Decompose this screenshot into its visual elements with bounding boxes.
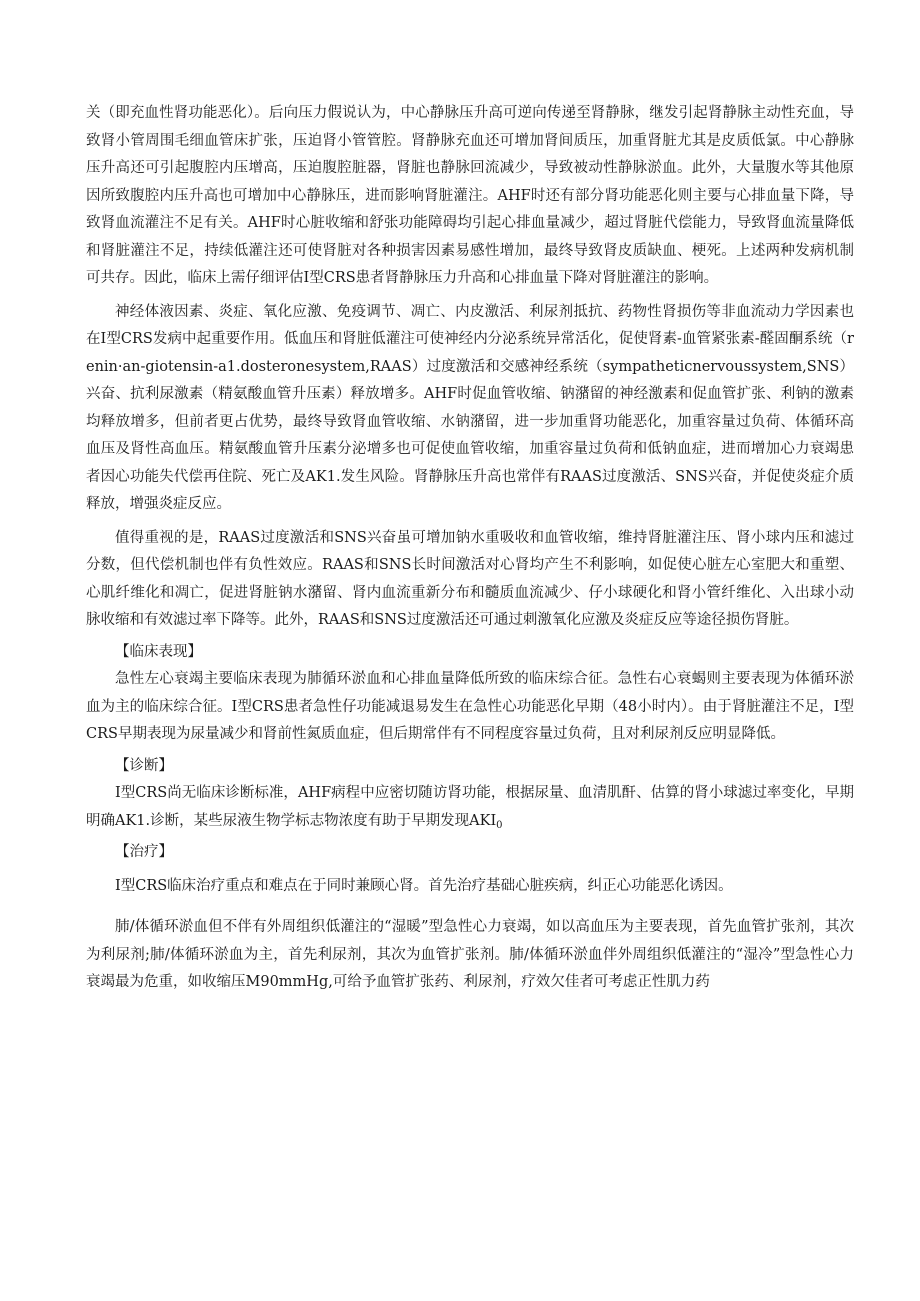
paragraph-continuation: 关（即充血性肾功能恶化）。后向压力假说认为，中心静脉压升高可逆向传递至肾静脉，继发引起肾静脉主动性充血，导致肾小管周围毛细血管床扩张，压迫肾小管管腔。肾静脉充血还可增加肾间质压，加重肾脏尤其是皮质低氯。中心静脉压升高还可引起腹腔内压增高，压迫腹腔脏器，肾脏也静脉回流减少，导致被动性静脉淤血。此外，大量腹水等其他原因所致腹腔内压升高也可增加中心静脉压，进而影响肾脏灌注。AHF时还有部分肾功能恶化则主要与心排血量下降，导致肾血流灌注不足有关。AHF时心脏收缩和舒张功能障碍均引起心排血量减少，超过肾脏代偿能力，导致肾血流量降低和肾脏灌注不足，持续低灌注还可使肾脏对各种损害因素易感性增加，最终导致肾皮质缺血、梗死。上述两种发病机制可共存。因此，临床上需仔细评估I型CRS患者肾静脉压力升高和心排血量下降对肾脏灌注的影响。 xyxy=(86,105,854,286)
paragraph-diagnosis-subscript: 0 xyxy=(496,819,503,831)
paragraph-diagnosis xyxy=(86,780,854,835)
paragraph-treatment: I型CRS临床治疗重点和难点在于同时兼顾心肾。首先治疗基础心脏疾病，纠正心功能恶化诱因。 xyxy=(115,877,733,894)
paragraph-raas-sns: 值得重视的是，RAAS过度激活和SNS兴奋虽可增加钠水重吸收和血管收缩，维持肾脏灌注压、肾小球内压和滤过分数，但代偿机制也伴有负性效应。RAAS和SNS长时间激活对心肾均产生不利影响，如促使心脏左心室肥大和重塑、心肌纤维化和凋亡，促进肾脏钠水潴留、肾内血流重新分布和髓质血流减少、仔小球硬化和肾小管纤维化、入出球小动脉收缩和有效滤过率下降等。此外，RAAS和SNS过度激活还可通过刺激氧化应激及炎症反应等途径损伤肾脏。 xyxy=(86,529,854,628)
section-heading-diagnosis: 【诊断】 xyxy=(115,757,173,774)
paragraph-diagnosis-text: I型CRS尚无临床诊断标准，AHF病程中应密切随访肾功能，根据尿量、血清肌酐、估算的肾小球滤过率变化，早期明确AK1.诊断，某些尿液生物学标志物浓度有助于早期发现AKI xyxy=(86,785,854,829)
section-heading-treatment: 【治疗】 xyxy=(115,844,173,860)
paragraph-clinical: 急性左心衰竭主要临床表现为肺循环淤血和心排血量降低所致的临床综合征。急性右心衰蝎则主要表现为体循环淤血为主的临床综合征。I型CRS患者急性仔功能减退易发生在急性心功能恶化早期（48小时内）。由于肾脏灌注不足，I型CRS早期表现为尿量减少和肾前性氮质血症，但后期常伴有不同程度容量过负荷，且对利尿剂反应明显降低。 xyxy=(86,671,854,742)
paragraph-neurohumoral: 神经体液因素、炎症、氧化应激、免疫调节、凋亡、内皮激活、利尿剂抵抗、药物性肾损伤等非血流动力学因素也在I型CRS发病中起重要作用。低血压和肾脏低灌注可使神经内分泌系统异常活化，促使肾素-血管紧张素-醛固酮系统（renin·an-giotensin-a1.dosteronesystem,RAAS）过度激活和交感神经系统（sympatheticnervoussystem,SNS）兴奋、抗利尿激素（精氨酸血管升压素）释放增多。AHF时促血管收缩、钠潴留的神经激素和促血管扩张、利钠的激素均释放增多，但前者更占优势，最终导致肾血管收缩、水钠潴留，进一步加重肾功能恶化，加重容量过负荷、体循环高血压及肾性高血压。精氨酸血管升压素分泌增多也可促使血管收缩，加重容量过负荷和低钠血症，进而增加心力衰竭患者因心功能失代偿再住院、死亡及AK1.发生风险。肾静脉压升高也常伴有RAAS过度激活、SNS兴奋，并促使炎症介质释放，增强炎症反应。 xyxy=(86,303,854,512)
document-page xyxy=(86,100,854,997)
paragraph-heart-failure-types: 肺/体循环淤血但不伴有外周组织低灌注的“湿暖”型急性心力衰竭，如以高血压为主要表现，首先血管扩张剂，其次为利尿剂;肺/体循环淤血为主，首先利尿剂，其次为血管扩张剂。肺/体循环淤血伴外周组织低灌注的“湿冷”型急性心力衰竭最为危重，如收缩压M90mmHg,可给予血管扩张药、利尿剂，疗效欠佳者可考虑正性肌力药 xyxy=(86,919,854,990)
section-heading-clinical: 【临床表现】 xyxy=(115,643,202,660)
